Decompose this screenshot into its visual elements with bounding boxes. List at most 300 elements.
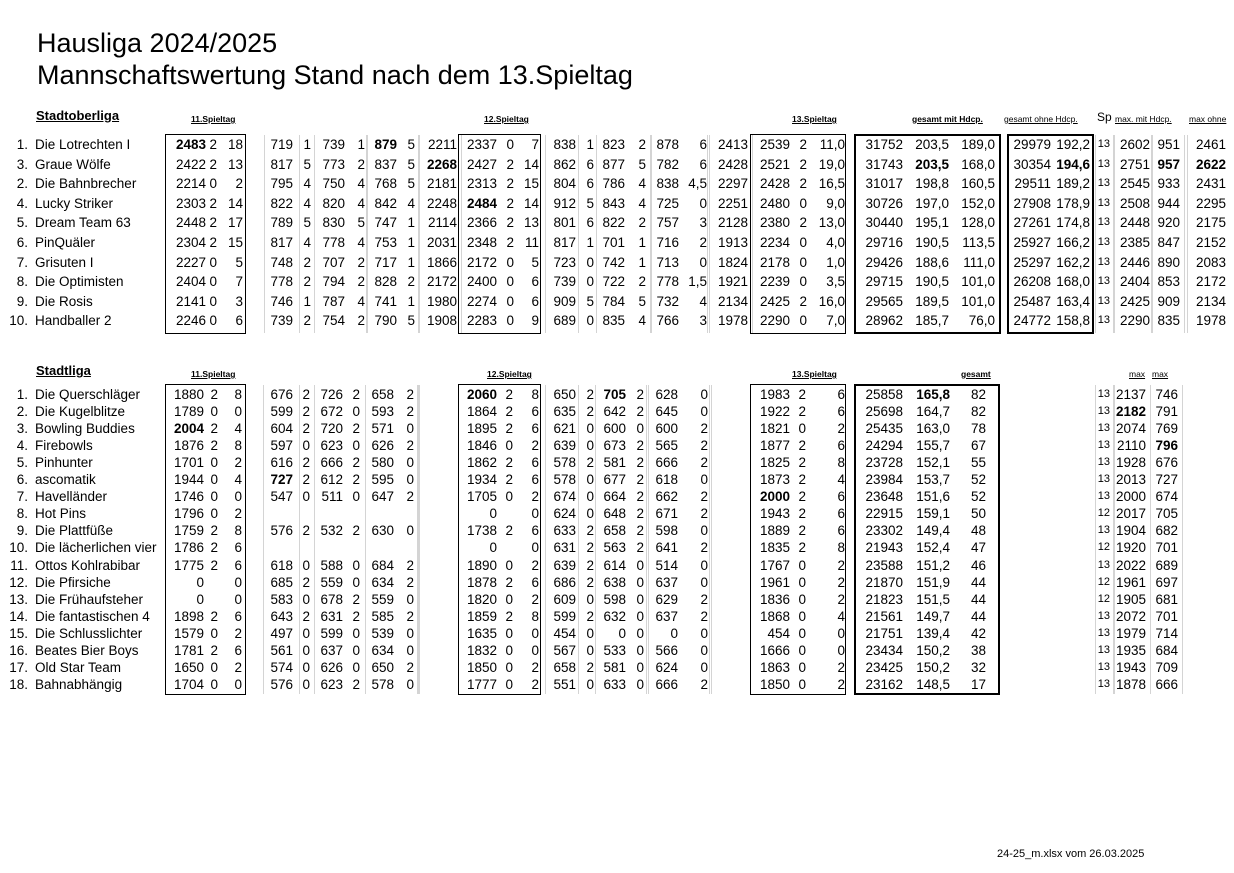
value-cell: 0 <box>210 625 218 641</box>
value-cell: 5 <box>638 156 646 172</box>
value-cell: 2 <box>636 489 644 505</box>
value-cell: 2 <box>357 274 365 290</box>
rank-cell: 9. <box>16 293 28 309</box>
value-cell: 13 <box>1097 473 1110 486</box>
rank-cell: 8. <box>16 274 28 290</box>
value-cell: 585 <box>371 608 394 624</box>
group-frame <box>750 134 846 334</box>
value-cell: 672 <box>320 404 343 420</box>
value-cell: 638 <box>603 574 626 590</box>
rank-cell: 1. <box>16 387 28 402</box>
team-name-cell: Handballer 2 <box>35 313 112 329</box>
value-cell: 2 <box>636 506 644 522</box>
value-cell: 6 <box>699 156 707 172</box>
value-cell: 23588 <box>865 557 903 573</box>
value-cell: 149,7 <box>916 608 950 624</box>
value-cell: 2 <box>586 608 594 624</box>
value-cell: 1873 <box>759 472 790 488</box>
team-name-cell: Bahnabhängig <box>35 676 123 692</box>
value-cell: 192,2 <box>1056 137 1090 152</box>
value-cell: 1921 <box>717 274 748 290</box>
value-cell: 750 <box>322 176 345 192</box>
value-cell: 0 <box>505 659 513 675</box>
value-cell: 565 <box>655 438 678 454</box>
team-name-cell: ascomatik <box>35 472 96 488</box>
value-cell: 128,0 <box>961 215 995 231</box>
value-cell: 599 <box>270 404 293 420</box>
value-cell: 2 <box>837 591 845 607</box>
value-cell: 1786 <box>173 540 204 556</box>
value-cell: 532 <box>320 523 343 539</box>
value-cell: 139,4 <box>916 625 950 641</box>
value-cell: 0 <box>406 625 414 641</box>
value-cell: 2 <box>636 438 644 454</box>
value-cell: 0 <box>531 642 539 658</box>
value-cell: 2 <box>234 625 242 641</box>
value-cell: 0 <box>636 574 644 590</box>
value-cell: 2283 <box>466 313 497 329</box>
value-cell: 707 <box>322 254 345 270</box>
value-cell: 1775 <box>173 557 204 573</box>
value-cell: 0 <box>586 591 594 607</box>
value-cell: 801 <box>553 215 576 231</box>
value-cell: 1781 <box>173 642 204 658</box>
value-cell: 662 <box>655 489 678 505</box>
value-cell: 673 <box>603 438 626 454</box>
value-cell: 25927 <box>1013 235 1051 250</box>
value-cell: 22915 <box>865 506 903 522</box>
value-cell: 748 <box>270 254 293 270</box>
value-cell: 1890 <box>466 557 497 573</box>
value-cell: 4 <box>357 293 365 309</box>
value-cell: 17 <box>227 215 243 231</box>
team-name-cell: Grisuten I <box>35 254 94 270</box>
value-cell: 0 <box>837 625 845 641</box>
value-cell: 0 <box>700 625 708 641</box>
value-cell: 597 <box>270 438 293 454</box>
team-name-cell: Die Optimisten <box>35 274 124 290</box>
value-cell: 1 <box>638 254 646 270</box>
value-cell: 14 <box>523 195 539 211</box>
value-cell: 2 <box>636 472 644 488</box>
value-cell: 747 <box>374 215 397 231</box>
value-cell: 6 <box>586 215 594 231</box>
team-name-cell: Dream Team 63 <box>35 215 131 231</box>
value-cell: 2 <box>352 455 360 471</box>
value-cell: 1904 <box>1115 523 1146 539</box>
value-cell: 0 <box>798 625 806 641</box>
value-cell: 4 <box>357 176 365 192</box>
value-cell: 111,0 <box>963 254 995 270</box>
value-cell: 0 <box>406 421 414 437</box>
team-name-cell: Hot Pins <box>35 506 87 522</box>
rank-cell: 15. <box>9 625 28 641</box>
value-cell: 0 <box>700 404 708 420</box>
value-cell: 2239 <box>759 274 790 290</box>
value-cell: 643 <box>270 608 293 624</box>
rank-cell: 12. <box>9 574 28 590</box>
value-cell: 0 <box>210 676 218 692</box>
value-cell: 0 <box>531 540 539 556</box>
value-cell: 2 <box>700 676 708 692</box>
value-cell: 714 <box>1155 625 1178 641</box>
value-cell: 13 <box>1097 405 1110 418</box>
value-cell: 13 <box>1097 294 1110 307</box>
value-cell: 782 <box>656 156 679 172</box>
value-cell: 2 <box>506 156 514 172</box>
team-name-cell: Die Frühaufsteher <box>35 591 144 607</box>
value-cell: 623 <box>320 438 343 454</box>
value-cell: 0 <box>798 421 806 437</box>
value-cell: 769 <box>1155 421 1178 437</box>
value-cell: 113,5 <box>962 235 995 250</box>
value-cell: 13 <box>1097 255 1110 268</box>
value-cell: 13 <box>1097 314 1110 327</box>
header-max-no: max ohne <box>1189 114 1227 124</box>
value-cell: 23648 <box>865 489 903 505</box>
value-cell: 0 <box>586 438 594 454</box>
value-cell: 2480 <box>759 195 790 211</box>
value-cell: 1746 <box>173 489 204 505</box>
value-cell: 4 <box>837 472 845 488</box>
value-cell: 3 <box>699 313 707 329</box>
value-cell: 2 <box>636 404 644 420</box>
value-cell: 0 <box>799 195 807 211</box>
value-cell: 689 <box>553 313 576 329</box>
value-cell: 2337 <box>466 137 497 152</box>
value-cell: 16,5 <box>818 176 845 192</box>
value-cell: 0 <box>302 642 310 658</box>
value-cell: 578 <box>371 676 394 692</box>
value-cell: 2400 <box>466 274 497 290</box>
value-cell: 705 <box>1155 506 1178 522</box>
value-cell: 637 <box>655 574 678 590</box>
value-cell: 6 <box>531 421 539 437</box>
value-cell: 0 <box>352 642 360 658</box>
value-cell: 951 <box>1157 137 1180 152</box>
value-cell: 13 <box>1097 626 1110 639</box>
value-cell: 1 <box>357 137 365 152</box>
value-cell: 2172 <box>466 254 497 270</box>
value-cell: 174,8 <box>1056 215 1090 231</box>
value-cell: 0 <box>699 195 707 211</box>
team-name-cell: Ottos Kohlrabibar <box>35 557 141 573</box>
value-cell: 2 <box>586 540 594 556</box>
value-cell: 2 <box>302 608 310 624</box>
value-cell: 566 <box>655 642 678 658</box>
value-cell: 890 <box>1157 254 1180 270</box>
value-cell: 2 <box>210 387 218 402</box>
value-cell: 2 <box>235 176 243 192</box>
value-cell: 0 <box>210 506 218 522</box>
value-cell: 26208 <box>1013 274 1051 290</box>
value-cell: 38 <box>970 642 986 658</box>
value-cell: 1835 <box>759 540 790 556</box>
value-cell: 773 <box>322 156 345 172</box>
value-cell: 726 <box>320 387 343 402</box>
value-cell: 1650 <box>173 659 204 675</box>
value-cell: 2 <box>798 506 806 522</box>
value-cell: 2304 <box>175 235 206 250</box>
value-cell: 25698 <box>865 404 903 420</box>
value-cell: 1832 <box>466 642 497 658</box>
value-cell: 2134 <box>717 293 748 309</box>
value-cell: 2 <box>798 489 806 505</box>
value-cell: 21823 <box>865 591 903 607</box>
value-cell: 647 <box>371 489 394 505</box>
value-cell: 666 <box>1155 676 1178 692</box>
value-cell: 30726 <box>865 195 903 211</box>
value-cell: 2422 <box>175 156 206 172</box>
value-cell: 2545 <box>1119 176 1150 192</box>
value-cell: 2 <box>799 176 807 192</box>
value-cell: 0 <box>586 254 594 270</box>
value-cell: 796 <box>1155 438 1178 454</box>
value-cell: 1889 <box>759 523 790 539</box>
value-cell: 1 <box>407 254 415 270</box>
header-md12: 12.Spieltag <box>487 369 532 379</box>
value-cell: 23434 <box>865 642 903 658</box>
value-cell: 5 <box>407 313 415 329</box>
value-cell: 746 <box>1155 387 1178 402</box>
value-cell: 2 <box>531 489 539 505</box>
value-cell: 650 <box>553 387 576 402</box>
value-cell: 2031 <box>426 235 457 250</box>
value-cell: 7 <box>531 137 539 152</box>
value-cell: 1944 <box>173 472 204 488</box>
value-cell: 3 <box>699 215 707 231</box>
value-cell: 150,2 <box>916 659 950 675</box>
value-cell: 920 <box>1157 215 1180 231</box>
value-cell: 909 <box>1157 293 1180 309</box>
value-cell: 0 <box>210 659 218 675</box>
value-cell: 0 <box>505 642 513 658</box>
value-cell: 674 <box>553 489 576 505</box>
value-cell: 0 <box>799 235 807 250</box>
value-cell: 2 <box>352 523 360 539</box>
value-cell: 1635 <box>466 625 497 641</box>
value-cell: 0 <box>506 274 514 290</box>
value-cell: 727 <box>1155 472 1178 488</box>
value-cell: 160,5 <box>961 176 995 192</box>
value-cell: 9,0 <box>826 195 845 211</box>
team-name-cell: Die Rosis <box>35 293 93 309</box>
value-cell: 746 <box>270 293 293 309</box>
value-cell: 742 <box>602 254 625 270</box>
value-cell: 168,0 <box>961 156 995 172</box>
value-cell: 732 <box>656 293 679 309</box>
value-cell: 13 <box>1097 177 1110 190</box>
value-cell: 768 <box>374 176 397 192</box>
value-cell: 0 <box>505 591 513 607</box>
value-cell: 0 <box>209 293 217 309</box>
value-cell: 2110 <box>1116 438 1146 454</box>
value-cell: 1961 <box>1115 574 1146 590</box>
value-cell: 2 <box>406 404 414 420</box>
value-cell: 682 <box>1155 523 1178 539</box>
value-cell: 2083 <box>1195 254 1226 270</box>
value-cell: 1935 <box>1115 642 1146 658</box>
value-cell: 642 <box>603 404 626 420</box>
value-cell: 877 <box>602 156 625 172</box>
value-cell: 2 <box>407 274 415 290</box>
value-cell: 0 <box>700 523 708 539</box>
group-frame <box>854 134 1001 334</box>
value-cell: 539 <box>371 625 394 641</box>
value-cell: 2297 <box>717 176 748 192</box>
value-cell: 1928 <box>1115 455 1146 471</box>
value-cell: 2 <box>506 215 514 231</box>
value-cell: 624 <box>655 659 678 675</box>
value-cell: 0 <box>586 506 594 522</box>
value-cell: 2483 <box>175 137 206 152</box>
value-cell: 0 <box>586 274 594 290</box>
value-cell: 2 <box>531 659 539 675</box>
value-cell: 778 <box>270 274 293 290</box>
value-cell: 2268 <box>426 156 457 172</box>
value-cell: 727 <box>270 472 293 488</box>
value-cell: 0 <box>636 421 644 437</box>
rank-cell: 13. <box>9 591 28 607</box>
value-cell: 2 <box>531 557 539 573</box>
value-cell: 0 <box>234 574 242 590</box>
value-cell: 0 <box>505 625 513 641</box>
value-cell: 843 <box>602 195 625 211</box>
value-cell: 30440 <box>865 215 903 231</box>
header-md12: 12.Spieltag <box>484 114 529 124</box>
value-cell: 0 <box>618 625 626 641</box>
team-name-cell: Die Querschläger <box>35 387 141 402</box>
value-cell: 29426 <box>865 254 903 270</box>
value-cell: 2 <box>638 274 646 290</box>
value-cell: 0 <box>489 506 497 522</box>
value-cell: 148,5 <box>916 676 950 692</box>
value-cell: 0 <box>798 591 806 607</box>
value-cell: 0 <box>234 676 242 692</box>
value-cell: 2 <box>209 235 217 250</box>
value-cell: 623 <box>320 676 343 692</box>
value-cell: 454 <box>553 625 576 641</box>
value-cell: 2175 <box>1195 215 1226 231</box>
value-cell: 2 <box>700 591 708 607</box>
value-cell: 862 <box>553 156 576 172</box>
value-cell: 0 <box>636 676 644 692</box>
value-cell: 1850 <box>466 659 497 675</box>
value-cell: 2622 <box>1195 156 1226 172</box>
value-cell: 1980 <box>426 293 457 309</box>
value-cell: 2013 <box>1115 472 1146 488</box>
value-cell: 681 <box>1155 591 1178 607</box>
value-cell: 189,2 <box>1056 176 1090 192</box>
value-cell: 5 <box>357 215 365 231</box>
value-cell: 13 <box>1097 456 1110 469</box>
value-cell: 9 <box>531 313 539 329</box>
value-cell: 2 <box>302 472 310 488</box>
value-cell: 4,5 <box>688 176 707 192</box>
value-cell: 151,5 <box>916 591 950 607</box>
value-cell: 13 <box>1097 275 1110 288</box>
value-cell: 645 <box>655 404 678 420</box>
value-cell: 32 <box>970 659 986 675</box>
value-cell: 600 <box>603 421 626 437</box>
value-cell: 2 <box>798 455 806 471</box>
value-cell: 791 <box>1155 404 1178 420</box>
value-cell: 13 <box>1097 660 1110 673</box>
value-cell: 8 <box>837 540 845 556</box>
value-cell: 778 <box>656 274 679 290</box>
value-cell: 0 <box>636 659 644 675</box>
value-cell: 4 <box>303 195 311 211</box>
value-cell: 0 <box>798 659 806 675</box>
value-cell: 0 <box>234 404 242 420</box>
value-cell: 2 <box>352 387 360 402</box>
value-cell: 787 <box>322 293 345 309</box>
value-cell: 533 <box>603 642 626 658</box>
value-cell: 1 <box>407 215 415 231</box>
value-cell: 13 <box>1097 609 1110 622</box>
value-cell: 633 <box>553 523 576 539</box>
value-cell: 4 <box>303 176 311 192</box>
value-cell: 2 <box>505 387 513 402</box>
value-cell: 2404 <box>175 274 206 290</box>
value-cell: 0 <box>302 489 310 505</box>
value-cell: 2172 <box>426 274 457 290</box>
value-cell: 2 <box>357 313 365 329</box>
value-cell: 2 <box>505 472 513 488</box>
value-cell: 705 <box>603 387 626 402</box>
value-cell: 12 <box>1097 507 1110 520</box>
team-name-cell: Firebowls <box>35 438 93 454</box>
value-cell: 2380 <box>759 215 790 231</box>
value-cell: 44 <box>970 574 986 590</box>
value-cell: 0 <box>352 557 360 573</box>
value-cell: 8 <box>234 387 242 402</box>
value-cell: 8 <box>531 608 539 624</box>
value-cell: 5 <box>303 156 311 172</box>
value-cell: 1579 <box>173 625 204 641</box>
value-cell: 2072 <box>1115 608 1146 624</box>
value-cell: 2 <box>798 472 806 488</box>
value-cell: 632 <box>603 608 626 624</box>
value-cell: 23728 <box>865 455 903 471</box>
value-cell: 4 <box>303 235 311 250</box>
team-name-cell: Die lächerlichen vier <box>35 540 157 556</box>
value-cell: 13 <box>1097 388 1110 400</box>
value-cell: 2 <box>505 574 513 590</box>
value-cell: 0 <box>302 557 310 573</box>
value-cell: 1,0 <box>826 254 845 270</box>
value-cell: 6 <box>234 608 242 624</box>
value-cell: 13 <box>1097 558 1110 571</box>
value-cell: 835 <box>602 313 625 329</box>
value-cell: 29565 <box>865 293 903 309</box>
value-cell: 13 <box>1097 677 1110 690</box>
team-name-cell: Die Pfirsiche <box>35 574 111 590</box>
value-cell: 0 <box>352 489 360 505</box>
value-cell: 2 <box>209 156 217 172</box>
value-cell: 0 <box>699 254 707 270</box>
value-cell: 101,0 <box>961 293 995 309</box>
column-guide <box>709 385 712 694</box>
header-md11: 11.Spieltag <box>191 369 236 379</box>
section-title-stadtliga: Stadtliga <box>36 363 91 378</box>
value-cell: 164,7 <box>916 404 950 420</box>
value-cell: 2425 <box>759 293 790 309</box>
value-cell: 650 <box>371 659 394 675</box>
value-cell: 52 <box>970 489 986 505</box>
value-cell: 6 <box>837 438 845 454</box>
value-cell: 158,8 <box>1056 313 1090 329</box>
